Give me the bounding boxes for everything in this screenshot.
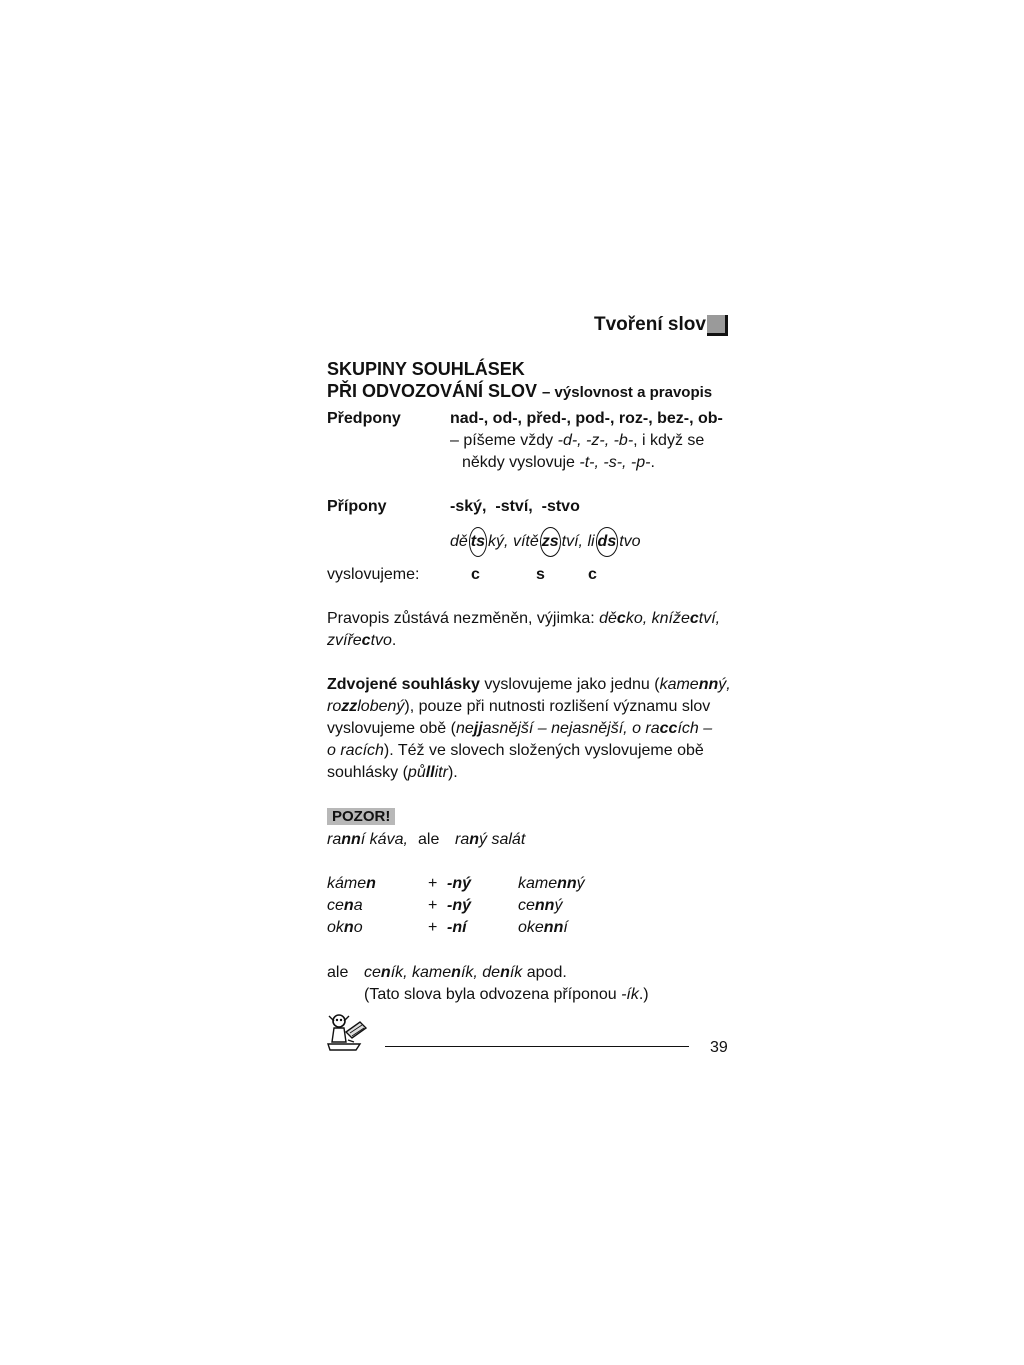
- rule-text: – píšeme vždy: [450, 432, 558, 449]
- rule-text: .: [650, 454, 655, 471]
- exceptions-words: ceník, kameník, deník apod.: [364, 964, 567, 981]
- suffix-item: -ský: [450, 498, 483, 515]
- prefix-item: před-: [526, 410, 567, 427]
- example-part: tvo: [619, 533, 641, 550]
- derivation-result: cenný: [518, 897, 563, 914]
- derivation-suffix: -ný: [447, 897, 471, 914]
- doubled-line1: Zdvojené souhlásky vyslovujeme jako jednu (kamenný,: [327, 676, 731, 693]
- pozor-badge: [327, 808, 395, 826]
- circled-cluster: zs: [540, 527, 561, 557]
- example-part: ký,: [488, 533, 509, 550]
- doubled-line4: o racích). Též ve slovech složených vyslovujeme obě: [327, 742, 704, 759]
- main-heading-subtitle: – výslovnost a pravopis: [542, 384, 713, 401]
- prefixes-label: Předpony: [327, 410, 401, 427]
- spelling-text: Pravopis zůstává nezměněn, výjimka:: [327, 610, 600, 627]
- suffixes-label: Přípony: [327, 498, 387, 515]
- derivation-base: kámen: [327, 875, 376, 892]
- exceptions-ale: ale: [327, 964, 349, 981]
- main-heading-line2: [327, 380, 712, 404]
- student-reading-icon: [326, 1012, 370, 1054]
- main-heading-line1: SKUPINY SOUHLÁSEK: [327, 359, 525, 379]
- prefix-item: od-: [492, 410, 518, 427]
- pozor-label: POZOR!: [327, 808, 395, 825]
- circled-cluster: ds: [596, 527, 619, 557]
- doubled-line2: rozzlobený), pouze při nutnosti rozlišení významu slov: [327, 698, 711, 715]
- derivation-plus: +: [428, 875, 438, 892]
- derivation-plus: +: [428, 919, 438, 936]
- example-part: tví,: [561, 533, 583, 550]
- rule-text: někdy vyslovuje: [462, 454, 580, 471]
- circled-cluster: ts: [469, 527, 487, 557]
- pozor-left-example: ranní káva,: [327, 831, 408, 848]
- section-title: Tvoření slov: [594, 314, 706, 335]
- prefix-item: bez-: [657, 410, 690, 427]
- suffix-item: -ství: [495, 498, 529, 515]
- page-number: 39: [710, 1039, 728, 1056]
- pozor-ale: ale: [418, 831, 440, 848]
- pronounce-value: s: [536, 566, 545, 583]
- pozor-right-example: raný salát: [455, 831, 526, 848]
- prefixes-rule-line2: [462, 452, 655, 474]
- derivation-result: kamenný: [518, 875, 585, 892]
- example-part: dě: [450, 533, 468, 550]
- section-marker-icon: [707, 315, 728, 336]
- spelling-line2: zvířectvo.: [327, 632, 397, 649]
- derivation-base: okno: [327, 919, 363, 936]
- derivation-suffix: -ní: [447, 919, 467, 936]
- rule-letters: -t-, -s-, -p-: [579, 454, 651, 471]
- prefix-item: pod-: [575, 410, 610, 427]
- main-heading-line2-text: PŘI ODVOZOVÁNÍ SLOV: [327, 381, 538, 401]
- suffixes-examples: [450, 527, 641, 557]
- suffixes-list: -ský, -ství, -stvo: [450, 498, 580, 515]
- derivation-suffix: -ný: [447, 875, 471, 892]
- pronounce-value: c: [471, 566, 480, 583]
- pronounce-label: vyslovujeme:: [327, 566, 420, 583]
- prefix-item: nad-: [450, 410, 484, 427]
- spelling-example: děcko, knížectví,: [599, 610, 721, 627]
- doubled-line3: vyslovujeme obě (nejjasnější – nejasnější, o raccích –: [327, 720, 713, 737]
- example-part: vítě: [512, 533, 539, 550]
- footer-divider: [385, 1046, 689, 1047]
- spelling-line1: [327, 608, 720, 630]
- example-part: li: [587, 533, 595, 550]
- pronounce-value: c: [588, 566, 597, 583]
- exceptions-note: (Tato slova byla odvozena příponou -ík.): [364, 986, 649, 1003]
- derivation-result: okenní: [518, 919, 568, 936]
- suffix-item: -stvo: [541, 498, 580, 515]
- prefixes-rule-line1: [450, 430, 704, 452]
- rule-text: , i když se: [633, 432, 705, 449]
- doubled-lead: Zdvojené souhlásky: [327, 676, 480, 693]
- prefixes-list: nad-, od-, před-, pod-, roz-, bez-, ob-: [450, 410, 723, 427]
- prefix-item: ob-: [697, 410, 723, 427]
- derivation-base: cena: [327, 897, 363, 914]
- doubled-line5: souhlásky (půllitr).: [327, 764, 458, 781]
- derivation-plus: +: [428, 897, 438, 914]
- spelling-example: zvířectvo: [327, 632, 392, 649]
- prefix-item: roz-: [618, 410, 649, 427]
- rule-letters: -d-, -z-, -b-: [557, 432, 634, 449]
